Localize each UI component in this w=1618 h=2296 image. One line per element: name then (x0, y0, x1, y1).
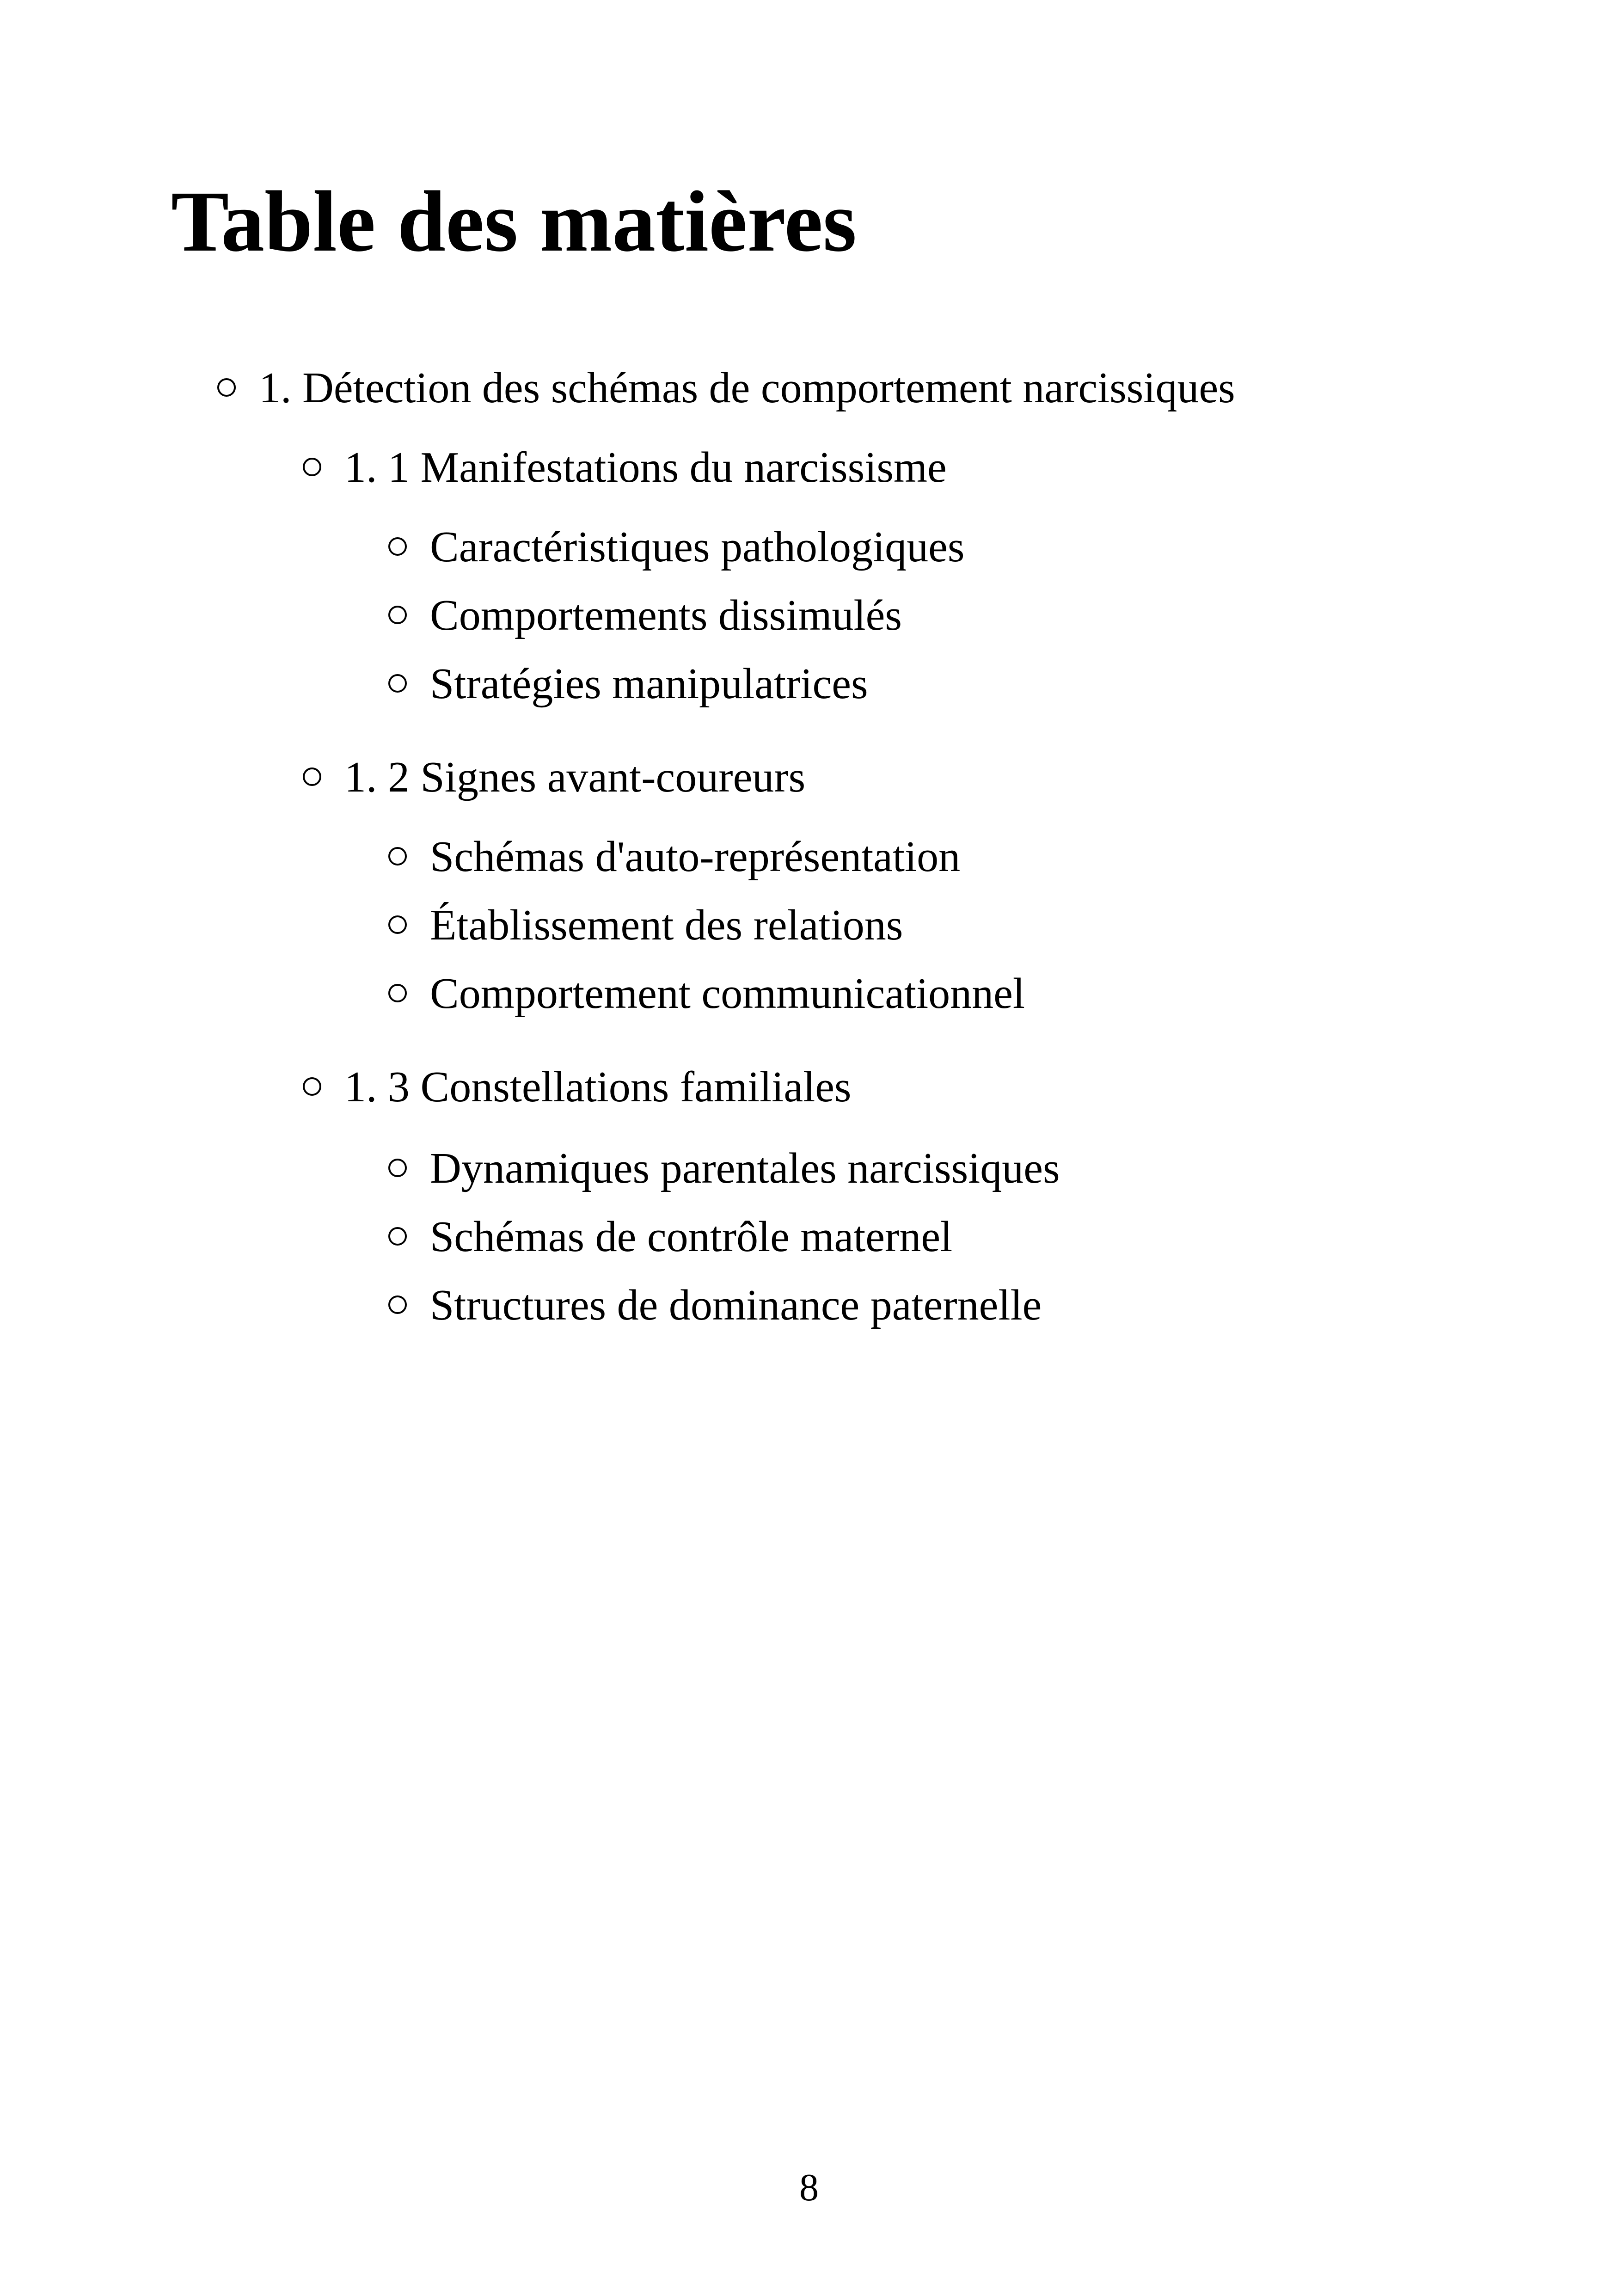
circle-bullet-icon (388, 606, 407, 624)
toc-entry-label: Dynamiques parentales narcissiques (430, 1144, 1060, 1192)
toc-entry-subitem (388, 525, 964, 569)
page-number: 8 (799, 2166, 819, 2209)
circle-bullet-icon (388, 1227, 407, 1246)
circle-bullet-icon (388, 1295, 407, 1314)
circle-bullet-icon (388, 984, 407, 1002)
toc-entry-label: Comportement communicationnel (430, 970, 1025, 1018)
toc-entry-subitem (388, 970, 1025, 1018)
circle-bullet-icon (388, 1159, 407, 1177)
toc-entry-label: Schémas d'auto-représentation (430, 833, 961, 881)
toc-entry-label: 1. Détection des schémas de comportement narcissiques (259, 364, 1235, 412)
toc-entry-section-1-1 (303, 443, 947, 491)
toc-entry-subitem (388, 833, 961, 881)
toc-entry-subitem (388, 1283, 1042, 1327)
toc-title: Table des matières (171, 173, 857, 270)
toc-entry-subitem (388, 662, 868, 706)
circle-bullet-icon (303, 458, 321, 476)
circle-bullet-icon (388, 915, 407, 934)
circle-bullet-icon (303, 1077, 321, 1096)
toc-entry-subitem (388, 903, 903, 947)
toc-entry-label: 1. 2 Signes avant-coureurs (344, 753, 806, 801)
toc-entry-label: Schémas de contrôle maternel (430, 1213, 953, 1261)
toc-entry-section-1 (217, 366, 1235, 410)
toc-entry-label: Caractéristiques pathologiques (430, 523, 965, 571)
circle-bullet-icon (388, 847, 407, 866)
toc-entry-subitem (388, 591, 902, 639)
circle-bullet-icon (303, 767, 321, 786)
toc-entry-label: Structures de dominance paternelle (430, 1281, 1042, 1329)
toc-entry-section-1-3 (303, 1065, 852, 1109)
toc-entry-label: 1. 3 Constellations familiales (344, 1063, 852, 1111)
toc-entry-section-1-2 (303, 755, 805, 799)
toc-entry-label: 1. 1 Manifestations du narcissisme (344, 443, 947, 491)
toc-entry-subitem (388, 1215, 952, 1259)
circle-bullet-icon (388, 674, 407, 693)
toc-entry-label: Comportements dissimulés (430, 591, 902, 639)
toc-entry-subitem (388, 1144, 1060, 1192)
circle-bullet-icon (217, 378, 236, 397)
circle-bullet-icon (388, 537, 407, 556)
toc-entry-label: Établissement des relations (430, 901, 903, 949)
toc-entry-label: Stratégies manipulatrices (430, 660, 868, 708)
